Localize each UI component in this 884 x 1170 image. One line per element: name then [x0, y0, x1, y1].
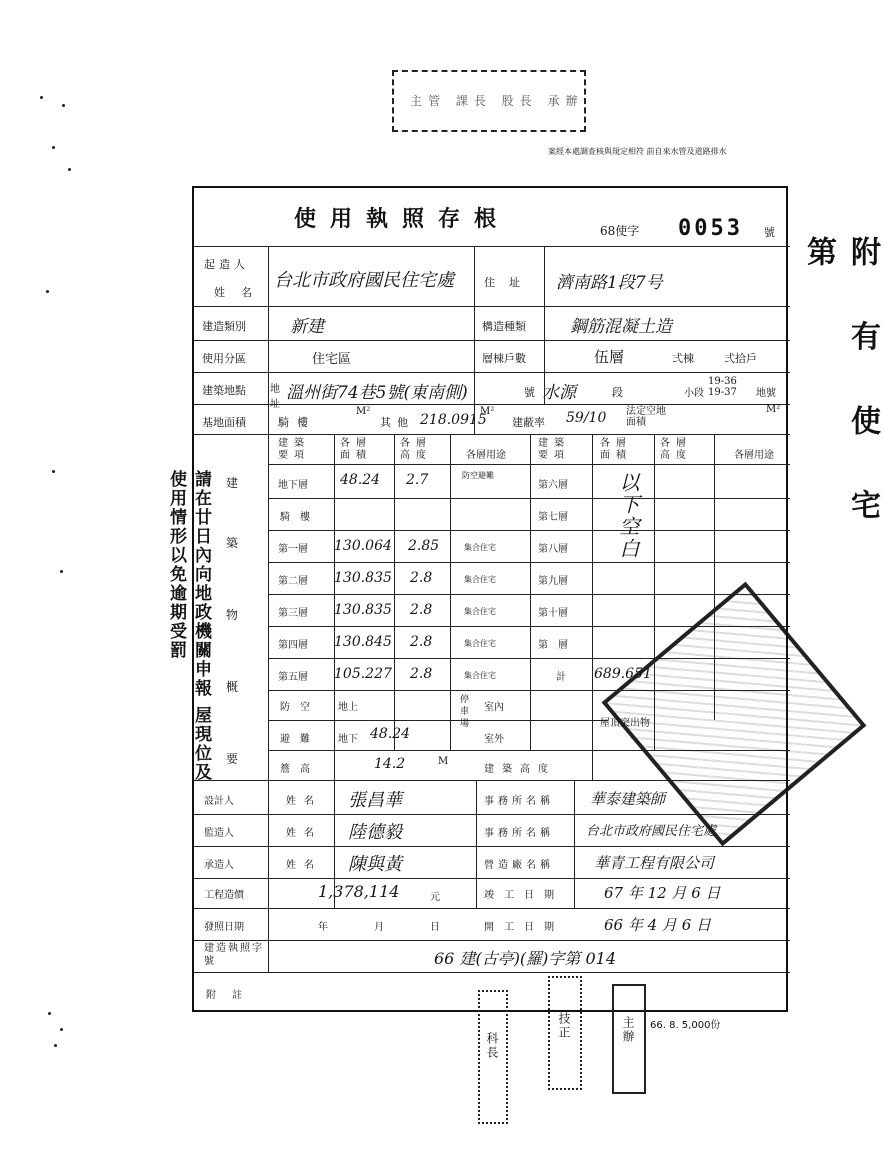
floor-use: 集合住宅 — [464, 671, 496, 680]
form-title: 使用執照存根 — [294, 206, 511, 232]
builder-value: 台北市政府國民住宅處 — [274, 270, 454, 291]
floor-name-right: 第十層 — [538, 608, 568, 619]
other-area-value: 218.0915 — [420, 412, 487, 428]
floor-use: 集合住宅 — [464, 607, 496, 616]
site-number-label: 號 — [524, 386, 535, 399]
top-approval-stamp — [392, 70, 586, 132]
serial-prefix: 68使字 — [600, 224, 640, 238]
floor-name-right: 第六層 — [538, 480, 568, 491]
floor-use: 防空避難 — [462, 471, 494, 480]
eave-label: 簷高 — [280, 764, 320, 775]
col-item-right: 建築要項 — [538, 438, 570, 461]
floor-name: 騎樓 — [280, 512, 320, 523]
eave-value: 14.2 — [374, 756, 406, 772]
contractor-label: 承造人 — [204, 860, 234, 871]
floor-height: 2.8 — [410, 666, 433, 682]
outdoor-label: 室外 — [484, 734, 504, 745]
side-label-build: 建 — [226, 476, 239, 490]
top-stamp-text: 主管 課長 股長 承辦 — [410, 94, 584, 108]
indoor-label: 室內 — [484, 702, 504, 713]
other-area-label: 其他 — [380, 416, 414, 429]
structure-value: 鋼筋混凝土造 — [570, 317, 672, 337]
contractor-value: 陳與黃 — [348, 854, 402, 875]
defense-label: 防空 — [280, 702, 320, 713]
bottom-stamp-2 — [548, 976, 582, 1090]
floor-name: 第一層 — [278, 544, 308, 555]
coverage-label: 建蔽率 — [512, 416, 545, 429]
issue-day: 日 — [430, 922, 440, 933]
floor-area: 105.227 — [334, 666, 392, 682]
issue-year: 年 — [318, 922, 328, 933]
floor-name-right: 第八層 — [538, 544, 568, 555]
bldg-height-label: 建築高度 — [484, 764, 556, 775]
remarks-label: 附註 — [206, 990, 258, 1001]
site-label: 建築地點 — [202, 384, 246, 397]
subdistrict-label: 小段 — [684, 388, 704, 399]
zone-label: 使用分區 — [202, 352, 246, 365]
statutory-label: 法定空地面積 — [626, 406, 666, 428]
contractor-firm-label: 營造廠名稱 — [484, 860, 554, 871]
bottom-stamp-1-text: 科長 — [485, 1032, 499, 1060]
floor-area: 130.064 — [334, 538, 392, 554]
supervisor-office-value: 台北市政府國民住宅處 — [586, 824, 717, 839]
side-label-build2: 築 — [226, 536, 239, 550]
structure-label: 構造種類 — [482, 320, 526, 333]
issue-month: 月 — [374, 922, 384, 933]
completion-label: 竣工日期 — [484, 890, 564, 901]
bottom-stamp-1 — [478, 990, 508, 1124]
floor-area: 48.24 — [340, 472, 381, 488]
side-label-build4: 概 — [226, 680, 239, 694]
col-area-right: 各層面積 — [600, 438, 632, 461]
shelter-area: 48.24 — [370, 726, 411, 742]
other-m2: M² — [480, 406, 495, 417]
col-use-right: 各層用途 — [734, 450, 774, 461]
designer-label: 設計人 — [204, 796, 234, 807]
roof-label: 屋頂突出物 — [600, 718, 650, 729]
households-value: 弍拾戶 — [724, 352, 757, 365]
serial-number: 0053 — [678, 216, 743, 241]
footer-print: 66. 8. 5,000份 — [650, 1020, 721, 1031]
builder-name-label: 姓名 — [214, 286, 268, 299]
floor-name: 第三層 — [278, 608, 308, 619]
permit-label: 建造執照字號 — [204, 943, 264, 967]
permit-value: 66 建(古亭)(羅)字第 014 — [434, 949, 617, 968]
arcade-m2: M² — [356, 406, 371, 417]
total-area: 689.651 — [594, 666, 652, 682]
builder-label: 起造人 — [204, 258, 249, 271]
floor-name: 第二層 — [278, 576, 308, 587]
base-area-label: 基地面積 — [202, 416, 246, 429]
bottom-stamp-3-text: 主辦 — [621, 1016, 635, 1044]
floor-use: 集合住宅 — [464, 639, 496, 648]
floor-name: 第五層 — [278, 672, 308, 683]
designer-name-label: 姓名 — [286, 796, 322, 807]
serial-suffix: 號 — [764, 226, 775, 239]
floor-name-right: 第 層 — [538, 640, 568, 651]
supervisor-label: 監造人 — [204, 828, 234, 839]
parking-label: 停車場 — [460, 695, 470, 729]
contractor-name-label: 姓名 — [286, 860, 322, 871]
address-label: 住址 — [484, 276, 534, 289]
above-label: 地上 — [338, 702, 358, 713]
right-edge-chars: 附 有 使 宅 第 — [801, 236, 880, 542]
col-use: 各層用途 — [466, 450, 506, 461]
floor-area: 130.845 — [334, 634, 392, 650]
permit-form — [192, 186, 788, 1012]
category-value: 新建 — [290, 317, 324, 337]
zone-value: 住宅區 — [312, 352, 352, 367]
floor-area: 130.835 — [334, 570, 392, 586]
shelter-label: 避難 — [280, 734, 320, 745]
contractor-firm-value: 華青工程有限公司 — [594, 854, 715, 872]
col-height: 各層高度 — [400, 438, 432, 461]
supervisor-value: 陸德毅 — [348, 822, 402, 843]
address-value: 濟南路1段7号 — [556, 273, 663, 293]
floor-height: 2.8 — [410, 634, 433, 650]
designer-office-value: 華泰建築師 — [590, 790, 666, 808]
start-label: 開工日期 — [484, 922, 564, 933]
side-label-build3: 物 — [226, 608, 239, 622]
supervisor-name-label: 姓名 — [286, 828, 322, 839]
bottom-stamp-2-text: 技正 — [557, 1012, 571, 1040]
site-sub-label: 地址 — [270, 384, 280, 410]
completion-value: 67 年 12 月 6 日 — [604, 884, 721, 902]
lot-label: 地號 — [756, 388, 776, 399]
floors-value: 伍層 — [594, 348, 625, 366]
coverage-value: 59/10 — [566, 410, 607, 426]
floor-name: 地下層 — [278, 480, 308, 491]
left-margin-note: 請在廿日內向地政機關申報 屋現位及使用情形以免逾期受罰 — [166, 470, 211, 782]
floor-name-right: 第九層 — [538, 576, 568, 587]
site-street-value: 溫州街74巷5號(東南側) — [286, 383, 468, 403]
cost-label: 工程造價 — [204, 890, 244, 901]
floors-label: 層棟戶數 — [482, 352, 526, 365]
floor-area: 130.835 — [334, 602, 392, 618]
statutory-m2: M² — [766, 404, 781, 415]
site-lot-value: 19-36 19-37 — [708, 376, 737, 398]
col-area: 各層面積 — [340, 438, 372, 461]
floor-height: 2.7 — [406, 472, 429, 488]
floor-height: 2.85 — [408, 538, 440, 554]
col-item: 建築要項 — [278, 438, 310, 461]
eave-m: M — [438, 756, 449, 767]
yuan-label: 元 — [430, 892, 440, 903]
none-below-mark: 以下空白 — [616, 472, 640, 560]
arcade-area-label: 騎樓 — [278, 416, 316, 429]
floor-use: 集合住宅 — [464, 575, 496, 584]
designer-value: 張昌華 — [348, 790, 402, 811]
below-label: 地下 — [338, 734, 358, 745]
bottom-stamp-3 — [612, 984, 646, 1094]
total-label: 計 — [556, 672, 566, 683]
supervisor-office-label: 事務所名稱 — [484, 828, 554, 839]
category-label: 建造類別 — [202, 320, 246, 333]
floor-name-right: 第七層 — [538, 512, 568, 523]
cost-value: 1,378,114 — [318, 882, 400, 901]
floor-height: 2.8 — [410, 570, 433, 586]
start-value: 66 年 4 月 6 日 — [604, 916, 712, 934]
issue-label: 發照日期 — [204, 922, 244, 933]
designer-office-label: 事務所名稱 — [484, 796, 554, 807]
site-district-value: 水源 — [542, 383, 576, 403]
floor-height: 2.8 — [410, 602, 433, 618]
floor-use: 集合住宅 — [464, 543, 496, 552]
buildings-value: 弍棟 — [672, 352, 694, 365]
col-height-right: 各層高度 — [660, 438, 692, 461]
floor-name: 第四層 — [278, 640, 308, 651]
side-label-build5: 要 — [226, 752, 239, 766]
district-label: 段 — [612, 386, 623, 399]
right-stamp-note: 案經本處調查核與規定相符 前自來水管及道路排水 — [548, 147, 727, 156]
